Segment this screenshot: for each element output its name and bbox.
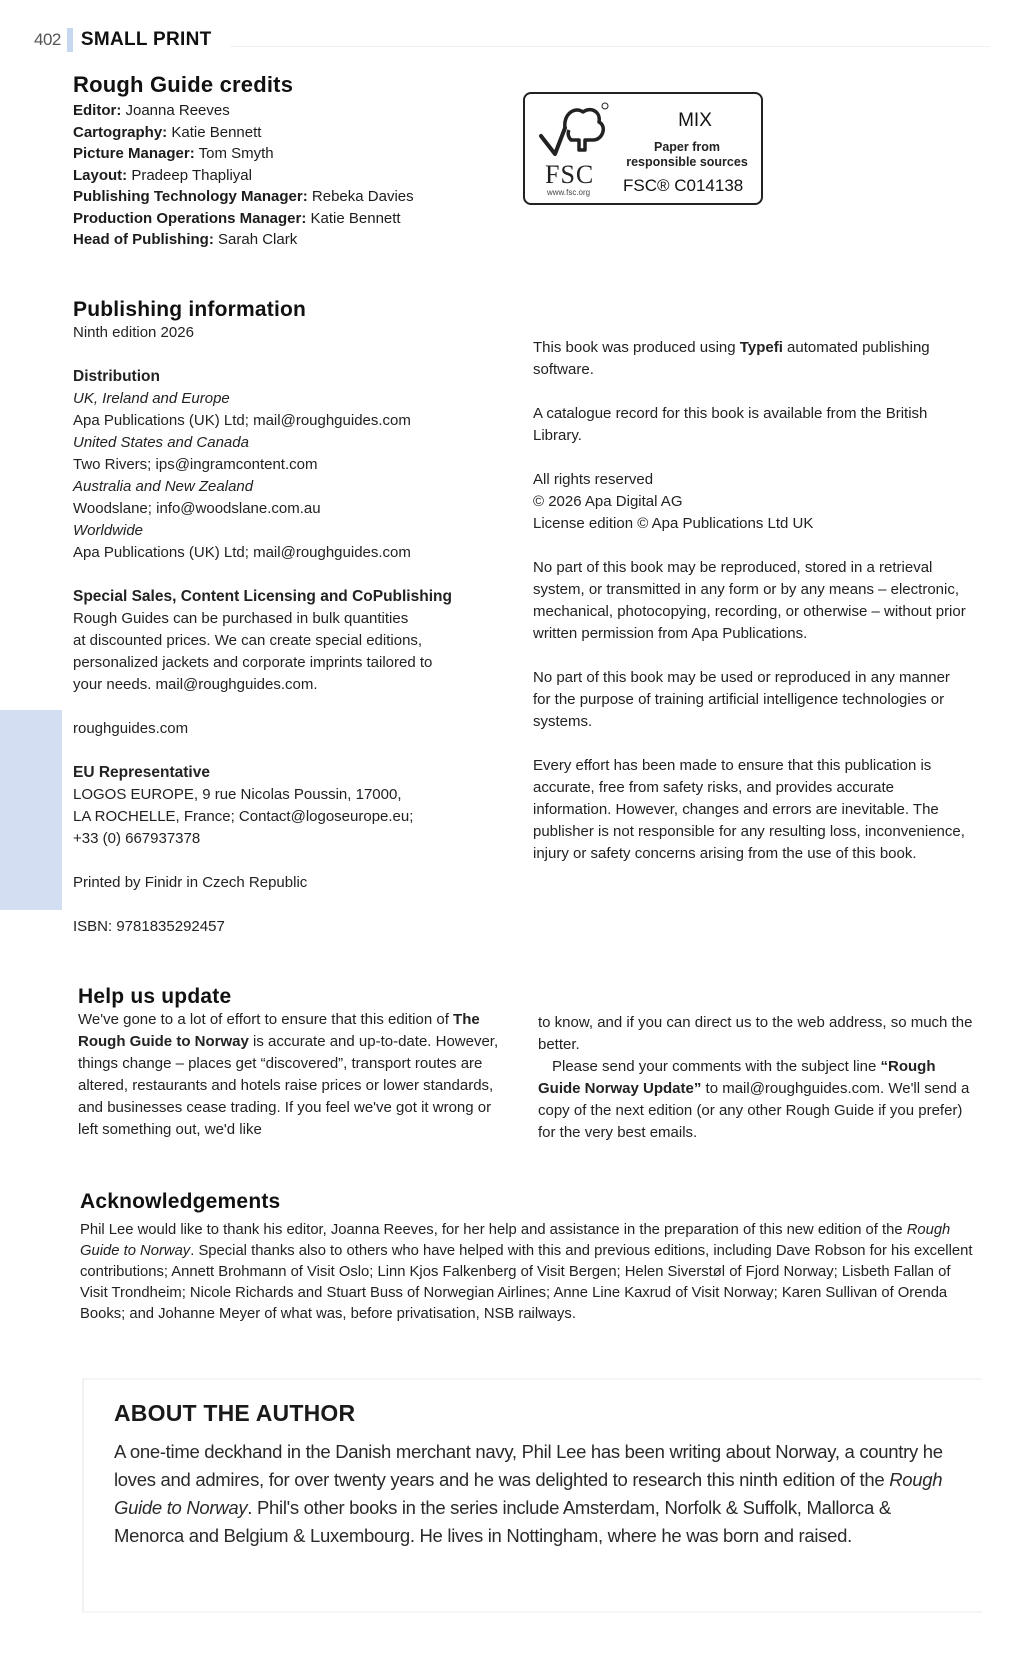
fsc-tree-icon xyxy=(535,100,613,164)
region-label: United States and Canada xyxy=(73,434,249,451)
region-contact: Apa Publications (UK) Ltd; mail@roughguides.com xyxy=(73,412,411,429)
region-label: UK, Ireland and Europe xyxy=(73,390,230,407)
credit-row: Publishing Technology Manager: Rebeka Davies xyxy=(73,188,414,205)
header-accent-bar xyxy=(67,28,73,52)
fsc-subtitle: Paper from responsible sources xyxy=(626,140,748,169)
running-header xyxy=(34,28,212,52)
fsc-url: www.fsc.org xyxy=(547,188,591,197)
catalogue-note: A catalogue record for this book is available from the British Library. xyxy=(533,405,928,444)
disclaimer: Every effort has been made to ensure that this publication is accurate, free from safety risks, and provides accurate information. However, changes and errors are inevitable. The publisher is not responsible for any resulting loss, inconvenience, injury or safety concerns arising from the use of this book. xyxy=(533,757,965,862)
credit-row: Editor: Joanna Reeves xyxy=(73,102,230,119)
acknowledgements-section xyxy=(80,1190,980,1325)
eu-rep-heading: EU Representative xyxy=(73,764,210,781)
distribution-heading: Distribution xyxy=(73,368,160,385)
publishing-info-section xyxy=(73,298,493,938)
acknowledgements-text: Phil Lee would like to thank his editor, Joanna Reeves, for her help and assistance in the preparation of this new edition of the Rough Guide to Norway. Special thanks also to others who have helped with this and previous editions, including Dave Robson for his excellent contributions; Annett Brohmann of Visit Oslo; Linn Kjos Falkenberg of Visit Bergen; Helen Siverstøl of Fjord Norway; Lisbeth Fallan of Visit Trondheim; Nicole Richards and Stuart Buss of Norwegian Airlines; Anne Line Kaxrud of Visit Norway; Karen Sullivan of Orenda Books; and Johanne Meyer of what was, before privatisation, NSB railways. xyxy=(80,1222,973,1322)
help-heading: Help us update xyxy=(78,985,232,1008)
region-label: Worldwide xyxy=(73,522,144,539)
eu-rep-line: LOGOS EUROPE, 9 rue Nicolas Poussin, 17000, xyxy=(73,786,402,803)
typefi-note: This book was produced using Typefi automated publishing software. xyxy=(533,339,930,378)
help-paragraph: We've gone to a lot of effort to ensure that this edition of The Rough Guide to Norway is accurate and up-to-date. However, things change – places get “discovered”, transport routes are altered, restaurants and hotels raise prices or lower standards, and businesses cease trading. If you feel we've got it wrong or left something out, we'd like xyxy=(78,1011,499,1138)
help-update-continued xyxy=(538,1012,973,1144)
credit-row: Production Operations Manager: Katie Bennett xyxy=(73,209,401,227)
fsc-mix: MIX xyxy=(678,110,712,131)
help-paragraph-2: Please send your comments with the subject line “Rough Guide Norway Update” to mail@roughguides.com. We'll send a copy of the next edition (or any other Rough Guide if you prefer) for the very best emails. xyxy=(538,1058,970,1141)
no-reproduce-note: No part of this book may be reproduced, stored in a retrieval system, or transmitted in any form or by any means – electronic, mechanical, photocopying, recording, or otherwise – without prior written permission from Apa Publications. xyxy=(533,559,966,642)
help-paragraph-cont: to know, and if you can direct us to the web address, so much the better. xyxy=(538,1014,973,1053)
fsc-logo-text: FSC xyxy=(545,160,595,189)
edition: Ninth edition 2026 xyxy=(73,324,194,341)
about-author-heading: ABOUT THE AUTHOR xyxy=(114,1400,356,1426)
fsc-label xyxy=(523,92,763,205)
region-contact: Apa Publications (UK) Ltd; mail@roughguides.com xyxy=(73,544,411,561)
help-update-section xyxy=(78,985,513,1141)
special-sales-heading: Special Sales, Content Licensing and CoPublishing xyxy=(73,588,452,605)
page-number: 402 xyxy=(34,30,61,49)
credits-heading: Rough Guide credits xyxy=(73,72,294,97)
special-sales-line: Rough Guides can be purchased in bulk quantities xyxy=(73,610,409,627)
credit-row: Layout: Pradeep Thapliyal xyxy=(73,166,252,184)
special-sales-line: at discounted prices. We can create special editions, xyxy=(73,632,423,649)
header-divider xyxy=(230,46,990,47)
website-link: roughguides.com xyxy=(73,720,189,737)
fsc-code: FSC® C014138 xyxy=(623,176,744,195)
region-contact: Two Rivers; ips@ingramcontent.com xyxy=(73,456,318,473)
no-ai-note: No part of this book may be used or reproduced in any manner for the purpose of training artificial intelligence technologies or systems. xyxy=(533,669,950,730)
publishing-heading: Publishing information xyxy=(73,298,307,321)
credits-section xyxy=(73,72,414,251)
credit-row: Picture Manager: Tom Smyth xyxy=(73,145,274,162)
acknowledgements-heading: Acknowledgements xyxy=(80,1190,281,1213)
credit-row: Head of Publishing: Sarah Clark xyxy=(73,231,298,248)
region-label: Australia and New Zealand xyxy=(73,478,254,495)
about-author-text: A one-time deckhand in the Danish merchant navy, Phil Lee has been writing about Norway, a country he loves and admires, for over twenty years and he was delighted to research this ninth edition of the Rough Guide to Norway. Phil's other books in the series include Amsterdam, Norfolk & Suffolk, Mallorca & Menorca and Belgium & Luxembourg. He lives in Nottingham, where he was born and raised. xyxy=(114,1441,943,1546)
special-sales-line: personalized jackets and corporate imprints tailored to xyxy=(73,654,433,671)
credit-row: Cartography: Katie Bennett xyxy=(73,123,262,141)
eu-rep-line: +33 (0) 667937378 xyxy=(73,830,201,847)
side-thumb-tab xyxy=(0,710,62,910)
rights-block: All rights reserved © 2026 Apa Digital AG License edition © Apa Publications Ltd UK xyxy=(533,471,814,532)
legal-section xyxy=(533,337,968,887)
section-title: SMALL PRINT xyxy=(80,29,212,50)
eu-rep-line: LA ROCHELLE, France; Contact@logoseurope.eu; xyxy=(73,808,414,825)
about-author-box xyxy=(82,1378,982,1613)
region-contact: Woodslane; info@woodslane.com.au xyxy=(73,500,321,517)
isbn: ISBN: 9781835292457 xyxy=(73,918,225,935)
printed-by: Printed by Finidr in Czech Republic xyxy=(73,874,308,891)
special-sales-line: your needs. mail@roughguides.com. xyxy=(73,676,318,693)
